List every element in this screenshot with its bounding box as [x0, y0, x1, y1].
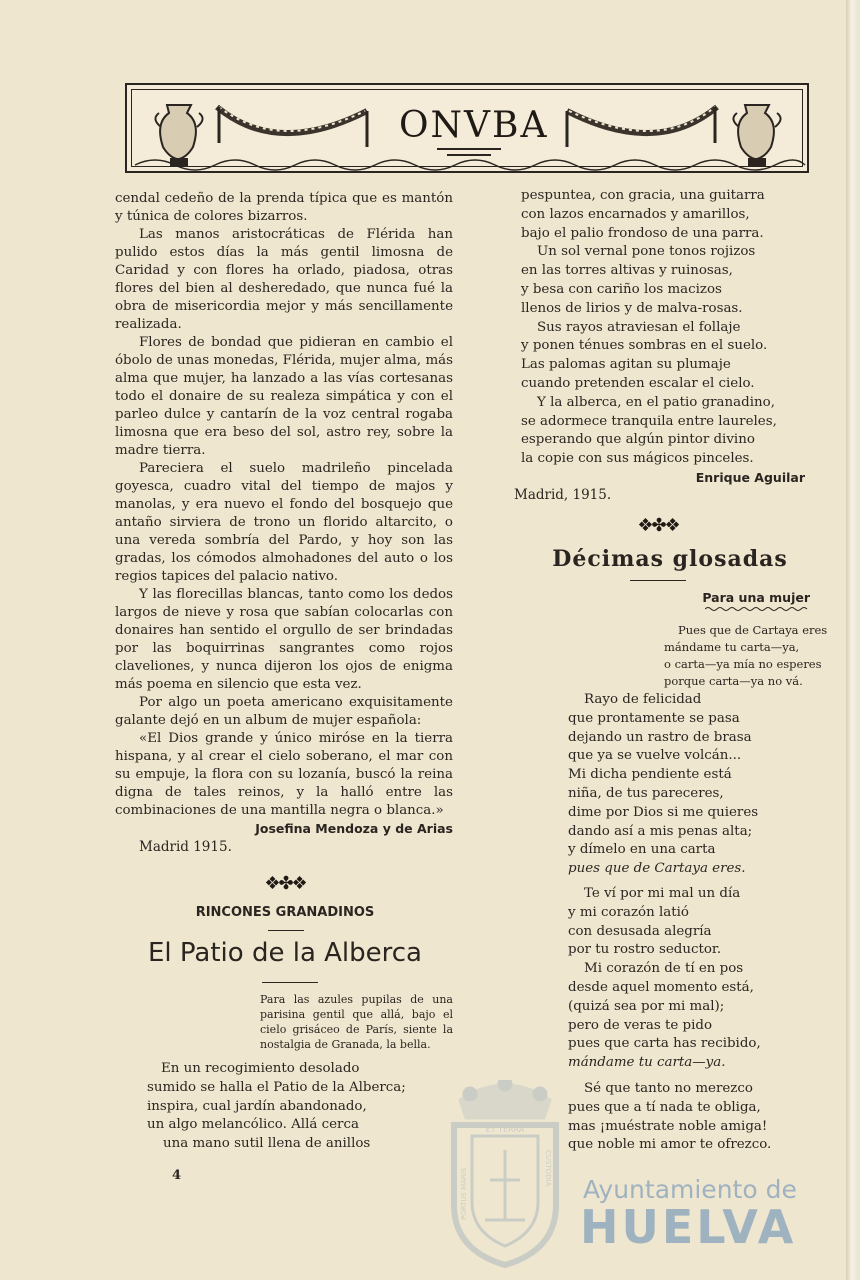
paragraph: Y las florecillas blancas, tanto como los dedos largos de nieve y rosa que sabían colocarlas con donaires han sentido el orgullo de ser brindadas por las boquirrinas sangrantes como rojos claveliones, y nunca dijeron los ojos de enigma más poema en silencio que esta vez.	[115, 587, 453, 692]
watermark-city-line: Ayuntamiento de	[583, 1175, 797, 1204]
poem-author: Enrique Aguilar	[695, 470, 805, 485]
verse-line: y dímelo en una carta	[568, 842, 716, 858]
watermark-side-right: CUSTODIA	[544, 1150, 552, 1187]
verse-line: un algo melancólico. Allá cerca	[147, 1117, 359, 1133]
verse-line: mas ¡muéstrate noble amiga!	[568, 1118, 768, 1134]
poem-verses-left	[147, 1060, 447, 1154]
section-rule	[268, 930, 304, 931]
decima-stanza-2	[568, 885, 818, 1073]
verse-line: Sé que tanto no merezco	[584, 1081, 753, 1096]
paragraph: cendal cedeño de la prenda típica que es mantón y túnica de colores bizarros.	[115, 191, 453, 224]
verse-line: Mi corazón de tí en pos	[584, 961, 744, 977]
verse-line: cuando pretenden escalar el cielo.	[521, 375, 755, 391]
paragraph: Por algo un poeta americano exquisitamente galante dejó en un album de mujer española:	[115, 695, 453, 728]
verse-line: con desusada alegría	[568, 923, 712, 939]
verse-line: Un sol vernal pone tonos rojizos	[537, 244, 756, 260]
epigraph-line: mándame tu carta—ya,	[664, 640, 800, 654]
verse-line: niña, de tus pareceres,	[568, 785, 724, 801]
section-label: RINCONES GRANADINOS	[195, 905, 375, 920]
paragraph: «El Dios grande y único miróse en la tierra hispana, y al crear el cielo soberano, el mar con su empuje, la flora con su lozanía, buscó la reina digna de tales reinos, y la halló entre las combinaciones de una mantilla negra o blanca.»	[115, 731, 453, 818]
verse-line: Mi dicha pendiente está	[568, 767, 732, 783]
page-number: 4	[172, 1168, 182, 1183]
verse-line: llenos de lirios y de malva-rosas.	[521, 300, 743, 316]
header-banner	[125, 83, 809, 173]
verse-line: se adormece tranquila entre laureles,	[521, 413, 777, 429]
poem-title: El Patio de la Alberca	[148, 938, 422, 968]
page-edge	[846, 0, 860, 1280]
verse-line: pues que a tí nada te obliga,	[568, 1099, 761, 1115]
verse-line: Y la alberca, en el patio granadino,	[537, 394, 775, 410]
author-signature: Josefina Mendoza y de Arias	[255, 821, 453, 836]
magazine-title: ONVBA	[399, 105, 549, 146]
paragraph: Pareciera el suelo madrileño pincelada goyesca, cuadro vital del tiempo de majos y manolas, y era nuevo el fondo del bosquejo que antaño sirviera de trono un florido altarcito, o una vereda sombría del Pardo, y hoy son las gradas, los cómodos almohadones del auto o los regios tapices del palacio nativo.	[115, 461, 453, 584]
verse-line: desde aquel momento está,	[568, 979, 754, 995]
epigraph-line: o carta—ya mía no esperes	[664, 657, 822, 671]
verse-line: con lazos encarnados y amarillos,	[521, 206, 750, 222]
title-rule	[262, 982, 318, 983]
verse-line: dime por Dios si me quieres	[568, 804, 759, 820]
verse-line: en las torres altivas y ruinosas,	[521, 263, 733, 279]
verse-line: que ya se vuelve volcán...	[568, 748, 742, 764]
decimas-subtitle: Para una mujer	[702, 590, 810, 605]
verse-line: dando así a mis penas alta;	[568, 823, 753, 839]
verse-line: pespuntea, con gracia, una guitarra	[521, 188, 765, 203]
decimas-title: Décimas glosadas	[552, 546, 788, 572]
section-ornament-icon: ❖✤❖	[264, 873, 306, 894]
epigraph-line: porque carta—ya no vá.	[664, 674, 803, 688]
verse-line: dejando un rastro de brasa	[568, 729, 752, 745]
verse-line: y ponen ténues sombras en el suelo.	[521, 338, 768, 354]
verse-line: Te ví por mi mal un día	[584, 886, 741, 901]
verse-line-italic: pues que de Cartaya eres.	[568, 861, 746, 877]
decimas-rule	[630, 580, 686, 581]
verse-line: bajo el palio frondoso de una parra.	[521, 225, 764, 241]
verse-line: la copie con sus mágicos pinceles.	[521, 451, 754, 467]
verse-line: Rayo de felicidad	[584, 692, 702, 707]
poem-verses-right	[521, 187, 811, 469]
paragraph: Flores de bondad que pidieran en cambio el óbolo de unas monedas, Flérida, mujer alma, más alma que mujer, ha lanzado a las vías cortesanas todo el donaire de su realeza simpática y con el parleo dulce y cantarín de la voz central rogaba limosna que era beso del sol, astro rey, sobre la madre tierra.	[115, 335, 453, 458]
verse-line: (quizá sea por mi mal);	[568, 998, 725, 1014]
watermark-side-left: PORTUS MARIS	[460, 1167, 468, 1220]
verse-line: una mano sutil llena de anillos	[163, 1136, 371, 1152]
verse-line: esperando que algún pintor divino	[521, 432, 755, 448]
verse-line-italic: mándame tu carta—ya.	[568, 1055, 726, 1071]
verse-line: por tu rostro seductor.	[568, 942, 722, 958]
verse-line: sumido se halla el Patio de la Alberca;	[147, 1079, 406, 1095]
verse-line: y mi corazón latió	[568, 904, 689, 920]
decimas-ornament-icon: ❖✤❖	[637, 515, 679, 536]
paragraph: Las manos aristocráticas de Flérida han pulido estos días la más gentil limosna de Caridad y con flores ha orlado, piadosa, otras flores del bien al desheredado, que nunca fué la obra de misericordia mejor y más sencillamente realizada.	[115, 227, 453, 332]
verse-line: y besa con cariño los macizos	[521, 281, 722, 297]
decima-stanza-1	[568, 691, 818, 879]
verse-line: que prontamente se pasa	[568, 710, 740, 726]
verse-line: que noble mi amor te ofrezco.	[568, 1137, 772, 1153]
verse-line: pues que carta has recibido,	[568, 1036, 761, 1052]
dateline: Madrid 1915.	[139, 839, 232, 855]
watermark-city-name: HUELVA	[580, 1200, 797, 1254]
verse-line: En un recogimiento desolado	[161, 1061, 360, 1076]
decimas-epigraph	[664, 622, 834, 690]
verse-line: pero de veras te pido	[568, 1017, 713, 1033]
watermark-crest-icon	[440, 1080, 570, 1270]
poem-dateline: Madrid, 1915.	[514, 487, 612, 503]
left-article	[115, 190, 453, 856]
verse-line: Las palomas agitan su plumaje	[521, 357, 731, 373]
watermark-ribbon: ET TERRA	[485, 1125, 525, 1134]
verse-line: inspira, cual jardín abandonado,	[147, 1098, 367, 1114]
decima-stanza-3	[568, 1080, 818, 1155]
subtitle-wave-icon	[705, 606, 810, 612]
poem-epigraph: Para las azules pupilas de una parisina gentil que allá, bajo el cielo grisáceo de París, siente la nostalgia de Granada, la bella.	[260, 993, 453, 1051]
verse-line: Sus rayos atraviesan el follaje	[537, 319, 741, 335]
epigraph-line: Pues que de Cartaya eres	[678, 623, 828, 637]
